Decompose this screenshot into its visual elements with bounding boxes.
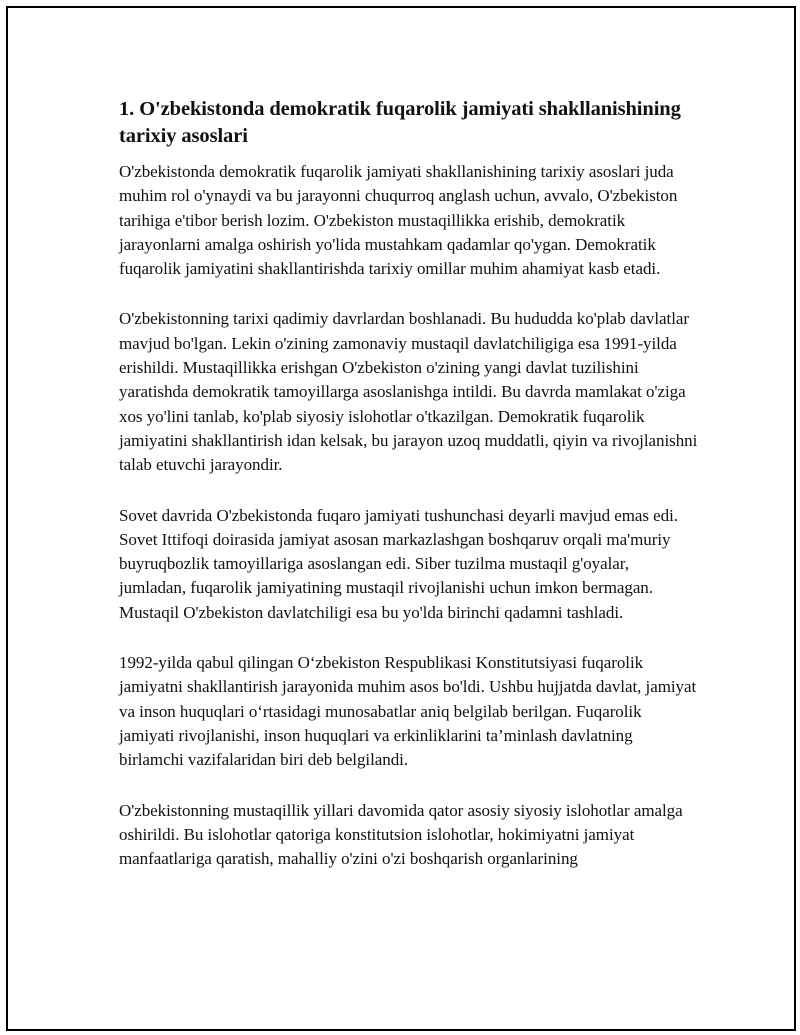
paragraph-1: O'zbekistonda demokratik fuqarolik jamiyati shakllanishining tarixiy asoslari juda muhim rol o'ynaydi va bu jarayonni chuqurroq anglash uchun, avvalo, O'zbekiston tarihiga e'tibor berish lozim. O'zbekiston mustaqillikka erishib, demokratik jarayonlarni amalga oshirish yo'lida mustahkam qadamlar qo'ygan. Demokratik fuqarolik jamiyatini shakllantirishda tarixiy omillar muhim ahamiyat kasb etadi.	[119, 162, 678, 279]
paragraph-2: O'zbekistonning tarixi qadimiy davrlardan boshlanadi. Bu hududda ko'plab davlatlar mavjud bo'lgan. Lekin o'zining zamonaviy mustaqil davlatchiligiga esa 1991-yilda erishildi. Mustaqillikka erishgan O'zbekiston o'zining yangi davlat tuzilishini yaratishda demokratik tamoyillarga asoslanishga intildi. Bu davrda mamlakat o'ziga xos yo'lini tanlab, ko'plab siyosiy islohotlar o'tkazilgan. Demokratik fuqarolik jamiyatini shakllantirish idan kelsak, bu jarayon uzoq muddatli, qiyin va rivojlanishni talab etuvchi jarayondir.	[119, 309, 698, 475]
paragraph-4: 1992-yilda qabul qilingan O‘zbekiston Respublikasi Konstitutsiyasi fuqarolik jamiyatni shakllantirish jarayonida muhim asos bo'ldi. Ushbu hujjatda davlat, jamiyat va inson huquqlari o‘rtasidagi munosabatlar aniq belgilab berilgan. Fuqarolik jamiyati rivojlanishi, inson huquqlari va erkinliklarini ta’minlash davlatning birlamchi vazifalaridan biri deb belgilandi.	[119, 653, 697, 770]
paragraph-5: O'zbekistonning mustaqillik yillari davomida qator asosiy siyosiy islohotlar amalga oshirildi. Bu islohotlar qatoriga konstitutsion islohotlar, hokimiyatni jamiyat manfaatlariga qaratish, mahalliy o'zini o'zi boshqarish organlarining	[119, 800, 683, 869]
section-title: 1. O'zbekistonda demokratik fuqarolik jamiyati shakllanishining tarixiy asoslari	[119, 98, 681, 147]
paragraph-3: Sovet davrida O'zbekistonda fuqaro jamiyati tushunchasi deyarli mavjud emas edi. Sovet Ittifoqi doirasida jamiyat asosan markazlashgan boshqaruv orqali ma'muriy buyruqbozlik tamoyillariga asoslangan edi. Siber tuzilma mustaqil g'oyalar, jumladan, fuqarolik jamiyatining mustaqil rivojlanishi uchun imkon bermagan. Mustaqil O'zbekiston davlatchiligi esa bu yo'lda birinchi qadamni tashladi.	[119, 505, 678, 622]
page-frame	[6, 6, 796, 1031]
document-body	[119, 96, 699, 897]
